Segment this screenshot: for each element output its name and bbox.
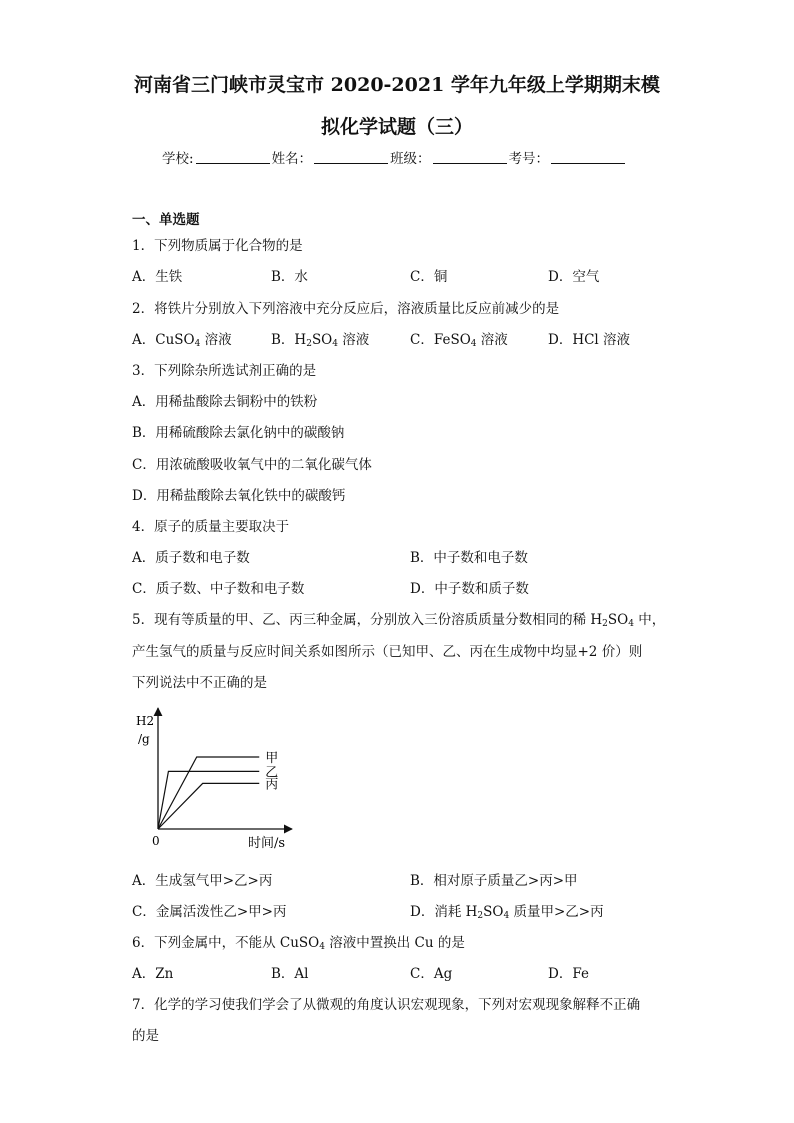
name-blank[interactable]: [314, 151, 388, 164]
info-fields: [162, 147, 627, 167]
q5-option-c[interactable]: C．金属活泼性乙>甲>丙: [132, 904, 287, 920]
q2-option-c[interactable]: C．FeSO$_4$ 溶液: [410, 332, 508, 349]
q1-stem: 1．下列物质属于化合物的是: [132, 238, 303, 254]
class-blank[interactable]: [433, 151, 507, 164]
q1-option-d[interactable]: D．空气: [548, 269, 600, 285]
q2-option-a[interactable]: A．CuSO$_4$ 溶液: [132, 332, 232, 349]
origin-label: 0: [152, 834, 160, 848]
page-title-line2: 拟化学试题（三）: [320, 116, 473, 138]
q6-option-a[interactable]: A．Zn: [132, 966, 174, 982]
q1-option-b[interactable]: B．水: [271, 269, 308, 285]
q4-option-d[interactable]: D．中子数和质子数: [410, 581, 529, 597]
q3-option-b[interactable]: B．用稀硫酸除去氯化钠中的碳酸钠: [132, 425, 345, 441]
series-label-1: 甲: [265, 751, 279, 766]
q5-stem-line3: 下列说法中不正确的是: [132, 675, 267, 691]
y-axis-unit: /g: [138, 732, 150, 746]
field-label-class: 班级：: [390, 151, 431, 167]
q3-option-a[interactable]: A．用稀盐酸除去铜粉中的铁粉: [132, 394, 318, 410]
q1-option-c[interactable]: C．铜: [410, 269, 448, 285]
q3-stem: 3．下列除杂所选试剂正确的是: [132, 363, 317, 379]
q2-option-b[interactable]: B．$H_2SO_4$ 溶液: [271, 332, 370, 349]
q5-stem-line2: 产生氢气的质量与反应时间关系如图所示（已知甲、乙、丙在生成物中均显+2 价）则: [132, 644, 643, 660]
q3-option-c[interactable]: C．用浓硫酸吸收氧气中的二氧化碳气体: [132, 457, 372, 473]
q5-chart: [128, 705, 308, 855]
school-blank[interactable]: [196, 151, 270, 164]
q6-option-d[interactable]: D．Fe: [548, 966, 589, 982]
q7-stem-line1: 7．化学的学习使我们学会了从微观的角度认识宏观现象，下列对宏观现象解释不正确: [132, 997, 641, 1013]
q2-option-d[interactable]: D．HCl 溶液: [548, 332, 631, 348]
q4-option-b[interactable]: B．中子数和电子数: [410, 550, 528, 566]
q6-stem: 6．下列金属中，不能从 CuSO$_4$ 溶液中置换出 Cu 的是: [132, 935, 465, 952]
field-label-school: 学校:: [162, 151, 194, 167]
q5-stem-line1: 5．现有等质量的甲、乙、丙三种金属，分别放入三份溶质质量分数相同的稀 $H_2SO_4$ 中，: [132, 612, 666, 629]
id-blank[interactable]: [551, 151, 625, 164]
q5-option-a[interactable]: A．生成氢气甲>乙>丙: [132, 873, 273, 889]
y-axis-label: H2: [136, 714, 155, 728]
q6-option-c[interactable]: C．Ag: [410, 966, 453, 982]
section-title: 一、单选题: [132, 212, 200, 228]
q6-option-b[interactable]: B．Al: [271, 966, 309, 982]
x-axis-label: 时间/s: [248, 836, 286, 851]
q5-option-d[interactable]: D．消耗 $H_2SO_4$ 质量甲>乙>丙: [410, 904, 604, 921]
q5-option-b[interactable]: B．相对原子质量乙>丙>甲: [410, 873, 578, 889]
series-line-3: [158, 783, 259, 829]
q4-stem: 4．原子的质量主要取决于: [132, 519, 290, 535]
q4-option-a[interactable]: A．质子数和电子数: [132, 550, 250, 566]
field-label-name: 姓名：: [271, 151, 313, 167]
field-label-id: 考号：: [508, 151, 550, 167]
series-line-1: [158, 757, 259, 829]
q2-stem: 2．将铁片分别放入下列溶液中充分反应后，溶液质量比反应前减少的是: [132, 301, 560, 317]
q7-stem-line2: 的是: [132, 1028, 159, 1044]
series-label-2: 乙: [265, 765, 279, 781]
q3-option-d[interactable]: D．用稀盐酸除去氧化铁中的碳酸钙: [132, 488, 346, 504]
series-label-3: 丙: [265, 777, 279, 793]
q4-option-c[interactable]: C．质子数、中子数和电子数: [132, 581, 305, 597]
page-title: 河南省三门峡市灵宝市 2020-2021 学年九年级上学期期末模: [134, 74, 660, 96]
q1-option-a[interactable]: A．生铁: [132, 269, 183, 285]
